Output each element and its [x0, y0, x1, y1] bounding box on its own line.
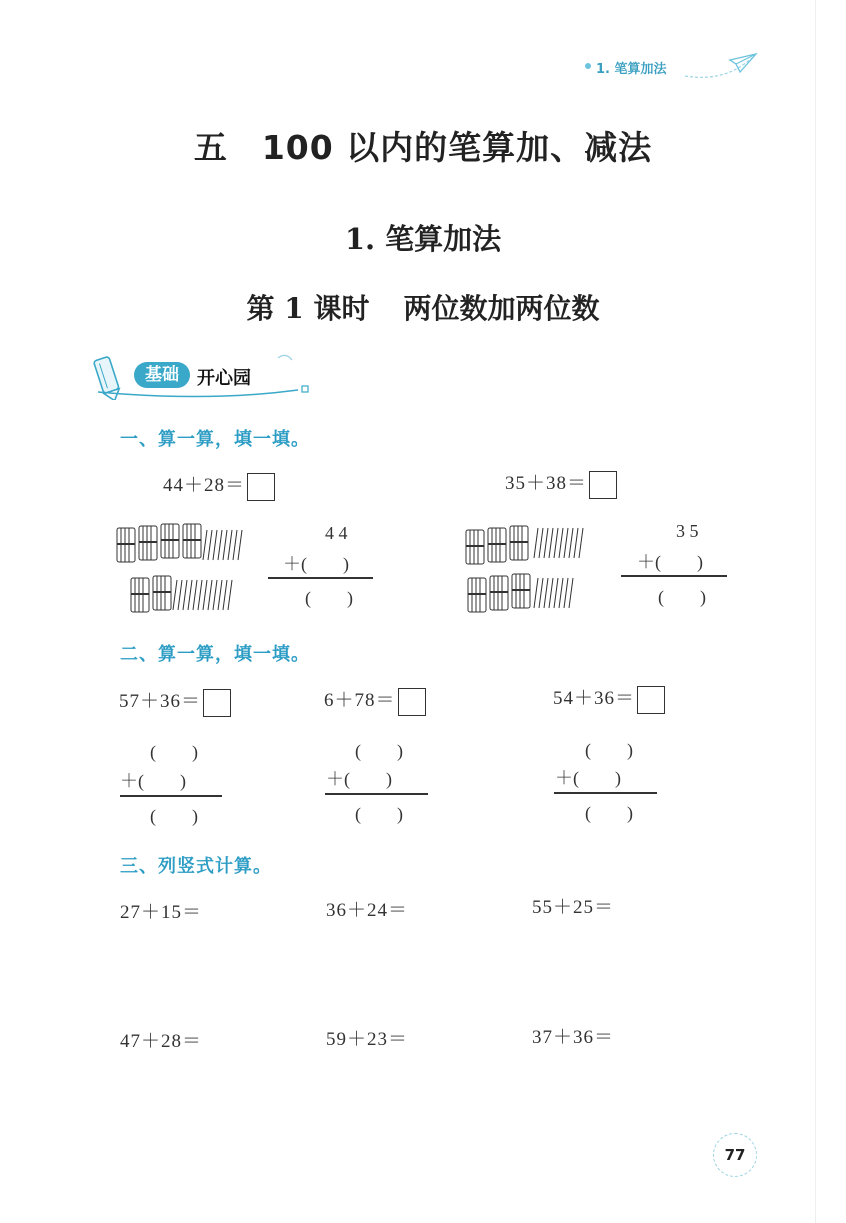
- answer-box[interactable]: [203, 689, 231, 717]
- q1-left-sum-line: [268, 577, 373, 579]
- q3-heading: 三、列竖式计算。: [120, 856, 272, 877]
- q2-item-1-equation: [119, 686, 231, 717]
- q2-item-2-equation: [324, 685, 426, 716]
- answer-box[interactable]: [247, 473, 275, 501]
- answer-box[interactable]: [398, 688, 426, 716]
- q2-item-3-equation: [553, 683, 665, 714]
- answer-box[interactable]: [589, 471, 617, 499]
- q3-problem-2: 36＋24＝: [326, 900, 409, 921]
- q2-item-3-top-blank[interactable]: ( ): [585, 740, 633, 760]
- q3-problem-4: 47＋28＝: [120, 1031, 203, 1052]
- paper-plane-icon: [580, 50, 760, 84]
- q1-right-equation: [505, 468, 617, 499]
- q3-problem-5: 59＋23＝: [326, 1029, 409, 1050]
- q3-problem-1: 27＋15＝: [120, 902, 203, 923]
- q2-item-1-addend-blank[interactable]: ＋( ): [120, 771, 186, 791]
- q1-left-expression: 44＋28＝: [163, 475, 246, 496]
- q2-item-2-top-blank[interactable]: ( ): [355, 741, 403, 761]
- q2-item-3-addend-blank[interactable]: ＋( ): [555, 768, 621, 788]
- q1-right-addend-blank[interactable]: ＋( ): [637, 552, 703, 572]
- q2-item-3-expression: 54＋36＝: [553, 688, 636, 709]
- page-number: 77: [713, 1133, 757, 1177]
- q2-item-1-result-blank[interactable]: ( ): [150, 806, 198, 826]
- q2-item-3-result-blank[interactable]: ( ): [585, 803, 633, 823]
- q1-right-sum-line: [621, 575, 727, 577]
- q2-item-2-addend-blank[interactable]: ＋( ): [326, 769, 392, 789]
- q2-heading: 二、算一算，填一填。: [120, 644, 310, 665]
- lesson-number: 第 1 课时: [246, 292, 370, 325]
- badge-label: 开心园: [197, 368, 251, 389]
- q2-item-2-result-blank[interactable]: ( ): [355, 804, 403, 824]
- q2-item-2-expression: 6＋78＝: [324, 690, 396, 711]
- section-title: 1. 笔算加法: [344, 222, 502, 256]
- answer-box[interactable]: [637, 686, 665, 714]
- q1-left-addend-blank[interactable]: ＋( ): [283, 554, 349, 574]
- q2-item-1-expression: 57＋36＝: [119, 691, 202, 712]
- q1-right-result-blank[interactable]: ( ): [658, 587, 706, 607]
- q1-heading: 一、算一算，填一填。: [120, 429, 310, 450]
- q3-problem-6: 37＋36＝: [532, 1027, 615, 1048]
- q1-right-top-number: 3 5: [676, 521, 699, 541]
- page-edge: [815, 0, 816, 1223]
- q2-item-1-sum-line: [120, 795, 222, 797]
- badge-pill: 基础: [134, 362, 190, 388]
- q2-item-3-sum-line: [554, 792, 657, 794]
- q2-item-1-top-blank[interactable]: ( ): [150, 742, 198, 762]
- q2-item-2-sum-line: [325, 793, 428, 795]
- q1-left-equation: [163, 470, 275, 501]
- q3-problem-3: 55＋25＝: [532, 897, 615, 918]
- lesson-topic: 两位数加两位数: [403, 292, 600, 325]
- header-section-tag: 1. 笔算加法: [596, 62, 667, 77]
- q1-right-expression: 35＋38＝: [505, 473, 588, 494]
- chapter-title: 五 100 以内的笔算加、减法: [193, 128, 653, 167]
- q1-left-top-number: 4 4: [325, 523, 348, 543]
- bundle-sticks-icon: [115, 520, 245, 615]
- q1-left-result-blank[interactable]: ( ): [305, 588, 353, 608]
- lesson-title: [0, 287, 846, 327]
- bundle-sticks-icon: [462, 518, 592, 613]
